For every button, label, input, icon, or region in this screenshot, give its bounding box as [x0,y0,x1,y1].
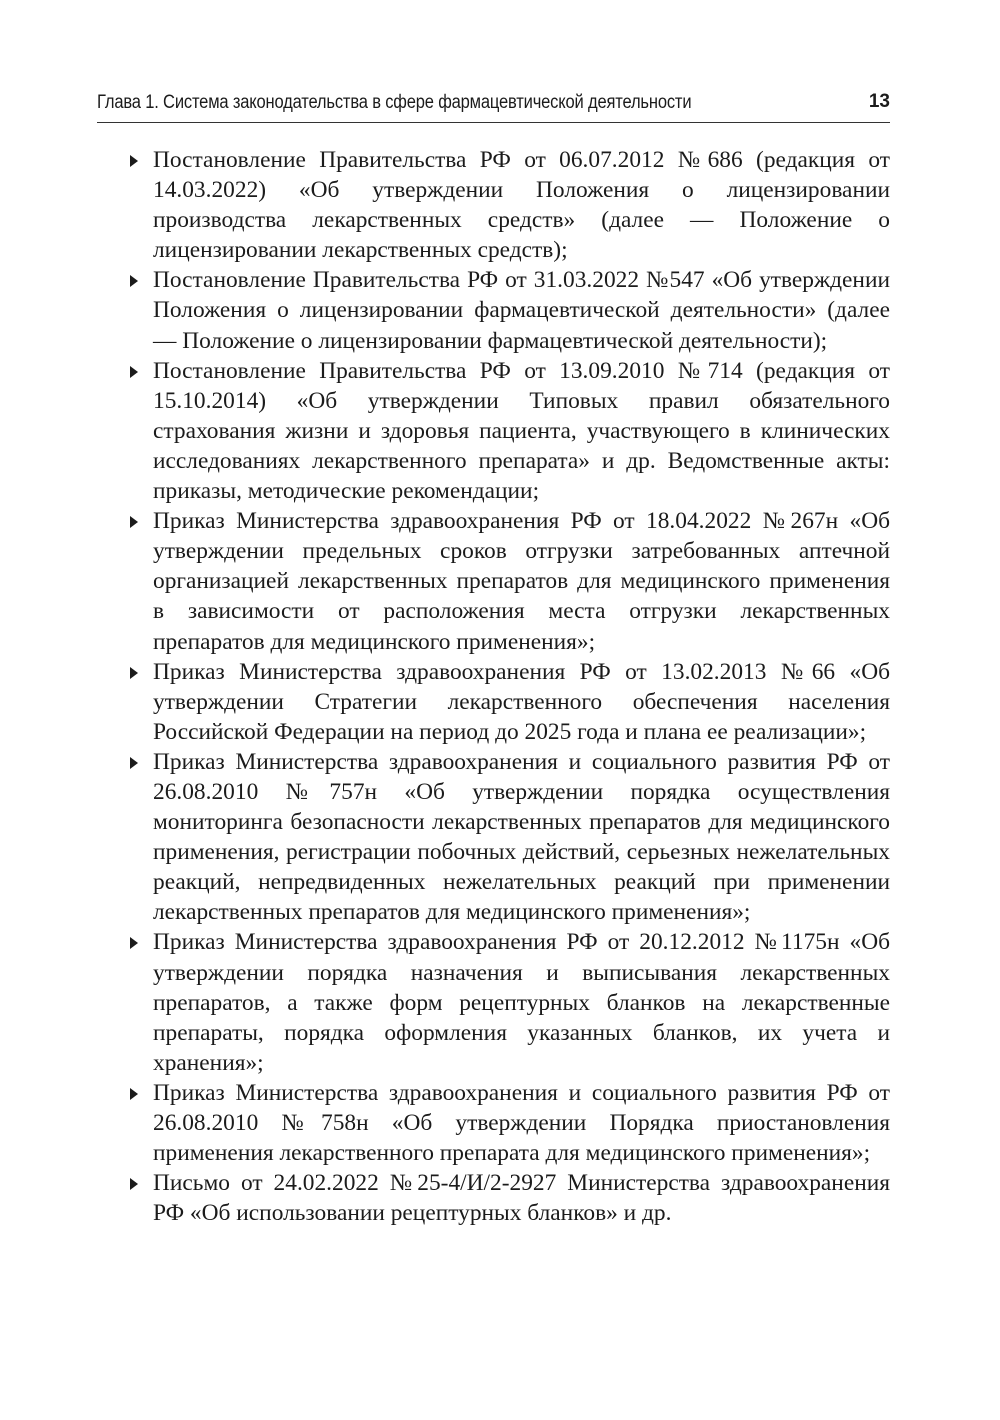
bullet-triangle-icon [130,366,138,378]
list-item-text: Постановление Правительства РФ от 06.07.2012 №686 (редакция от 14.03.2022) «Об утверждении Положения о лицензировании производства лекарственных средств» (далее — Положение о лицензировании лекарственных средств); [153,147,890,264]
list-item [130,265,890,355]
chapter-title: Глава 1. Система законодательства в сфере фармацевтической деятельности [97,92,692,113]
list-item [130,506,890,656]
page-number: 13 [868,91,890,112]
list-item-text: Приказ Министерства здравоохранения РФ от 18.04.2022 №267н «Об утверждении предельных сроков отгрузки затребованных аптечной организацией лекарственных препаратов для медицинского применения в зависимости от расположения места отгрузки лекарственных препаратов для медицинского применения»; [153,508,890,655]
list-item [130,927,890,1077]
list-item-text: Постановление Правительства РФ от 31.03.2022 №547 «Об утверждении Положения о лицензировании фармацевтической деятельности» (далее — Положение о лицензировании фармацевтической деятельности); [153,267,890,354]
list-item-text: Постановление Правительства РФ от 13.09.2010 №714 (редакция от 15.10.2014) «Об утверждении Типовых правил обязательного страхования жизни и здоровья пациента, участвующего в клинических исследованиях лекарственного препарата» и др. Ведомственные акты: приказы, методические рекомендации; [153,357,890,505]
list-item-text: Приказ Министерства здравоохранения и социального развития РФ от 26.08.2010 №758н «Об утверждении Порядка приостановления применения лекарственного препарата для медицинского применения»; [153,1079,890,1167]
bullet-triangle-icon [130,937,138,949]
running-header [97,90,890,123]
list-item [130,747,890,928]
list-item [130,145,890,265]
list-item [130,1078,890,1168]
list-item-text: Приказ Министерства здравоохранения РФ от 13.02.2013 №66 «Об утверждении Стратегии лекарственного обеспечения населения Российской Федерации на период до 2025 года и плана ее реализации»; [153,658,890,745]
list-item [130,356,890,506]
list-item-text: Письмо от 24.02.2022 №25-4/И/2-2927 Министерства здравоохранения РФ «Об использовании рецептурных бланков» и др. [153,1170,890,1227]
list-item-text: Приказ Министерства здравоохранения и социального развития РФ от 26.08.2010 №757н «Об утверждении порядка осуществления мониторинга безопасности лекарственных препаратов для медицинского применения, регистрации побочных действий, серьезных нежелательных реакций, непредвиденных нежелательных реакций при применении лекарственных препаратов для медицинского применения»; [153,748,890,926]
bullet-triangle-icon [130,1178,138,1190]
list-item [130,657,890,747]
list-item [130,1168,890,1228]
list-item-text: Приказ Министерства здравоохранения РФ от 20.12.2012 №1175н «Об утверждении порядка назначения и выписывания лекарственных препаратов, а также форм рецептурных бланков на лекарственные препараты, порядка оформления указанных бланков, их учета и хранения»; [153,929,890,1076]
bullet-triangle-icon [130,667,138,679]
bullet-triangle-icon [130,155,138,167]
bullet-triangle-icon [130,757,138,769]
bullet-triangle-icon [130,516,138,528]
bullet-triangle-icon [130,275,138,287]
bullet-triangle-icon [130,1088,138,1100]
regulation-list [130,145,890,1228]
